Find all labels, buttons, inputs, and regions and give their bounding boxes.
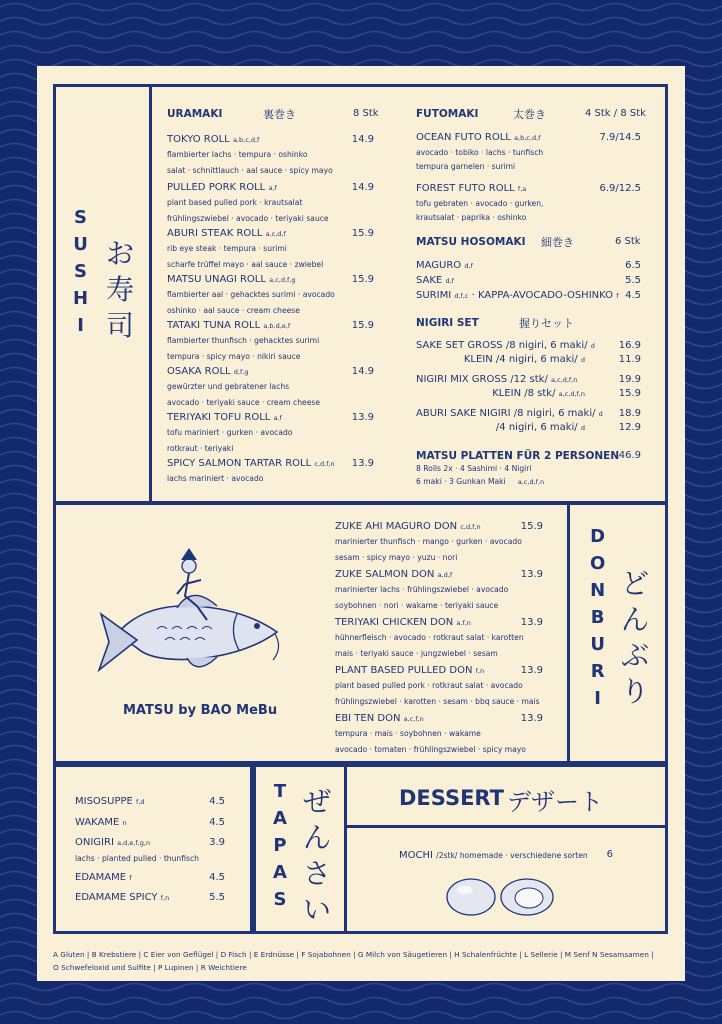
item-name: EDAMAME — [75, 872, 127, 883]
uramaki-item — [167, 274, 296, 285]
item-name: PULLED PORK ROLL — [167, 182, 266, 193]
futomaki-item — [416, 183, 526, 194]
item-description: rib eye steak · tempura · surimi — [167, 244, 287, 253]
futomaki-unit: 4 Stk / 8 Stk — [585, 108, 646, 119]
item-name: OCEAN FUTO ROLL — [416, 132, 511, 143]
item-name: TERIYAKI TOFU ROLL — [167, 412, 271, 423]
donburi-item — [335, 569, 452, 580]
item-allergens: a,d,f — [437, 571, 453, 579]
item-allergens: c,d,f,n — [314, 460, 335, 468]
item-allergens: a,c,d,f,n — [558, 390, 585, 398]
tapas-item — [75, 872, 132, 883]
nigiri-price: 19.9 — [618, 374, 641, 385]
donburi-vertical-label: D O N B U R I — [590, 526, 606, 709]
item-description: rotkraut · teriyaki — [167, 444, 234, 453]
donburi-price: 13.9 — [520, 665, 543, 676]
nigiri-item-name: NIGIRI MIX GROSS /12 stk/ — [416, 374, 548, 385]
uramaki-price: 14.9 — [351, 366, 374, 377]
item-description: flambierter lachs · tempura · oshinko — [167, 150, 308, 159]
item-description: lachs mariniert · avocado — [167, 474, 264, 483]
dessert-title-box — [344, 764, 668, 828]
nigiri-item-variant: KLEIN /4 nigiri, 6 maki/ — [463, 354, 578, 365]
item-description: krautsalat · paprika · oshinko — [416, 213, 527, 222]
fish-whisker — [273, 634, 279, 660]
item-description: flambierter aal · gehacktes surimi · avocado — [167, 290, 335, 299]
item-allergens: f,n — [475, 667, 485, 675]
nigiri-price: 18.9 — [618, 408, 641, 419]
dessert-item-price: 6 — [606, 849, 613, 860]
nigiri-price: 16.9 — [618, 340, 641, 351]
nigiri-item-name: ABURI SAKE NIGIRI /8 nigiri, 6 maki/ — [416, 408, 596, 419]
allergen-legend-line1: A Gluten | B Krebstiere | C Eier von Geflügel | D Fisch | E Erdnüsse | F Sojabohnen | G Milch von Säugetieren | H Schalenfrüchte | L Sellerie | M Senf N Sesamsamen | — [53, 950, 654, 959]
item-description: avocado · tobiko · lachs · tunfisch — [416, 148, 544, 157]
tapas-label-box — [253, 764, 347, 934]
item-name: PLANT BASED PULLED DON — [335, 665, 473, 676]
mochi-illustration — [443, 874, 563, 918]
tapas-item — [75, 796, 145, 807]
tapas-price: 3.9 — [209, 837, 225, 848]
item-allergens: a,c,d,f — [265, 230, 286, 238]
fish-eye — [254, 623, 260, 629]
menu-sheet — [37, 66, 685, 981]
item-allergens: a,f,n — [456, 619, 471, 627]
item-name: EDAMAME SPICY — [75, 892, 158, 903]
tapas-price: 4.5 — [209, 872, 225, 883]
item-description: frühlingszwiebel · karotten · sesam · bbq sauce · mais — [335, 697, 540, 706]
tapas-price: 4.5 — [209, 796, 225, 807]
tapas-item — [75, 892, 169, 903]
dessert-item-line: MOCHI /2stk/ homemade · verschiedene sorten — [399, 850, 588, 861]
item-description: avocado · tomaten · frühlingszwiebel · spicy mayo — [335, 745, 526, 754]
hosomaki-price-surimi: 4.5 — [625, 290, 641, 301]
item-description: tempura garnelen · surimi — [416, 162, 516, 171]
uramaki-price: 14.9 — [351, 134, 374, 145]
rider-head — [182, 559, 196, 573]
item-name: ZUKE SALMON DON — [335, 569, 435, 580]
item-allergens: a,b,c,d,f — [514, 134, 541, 142]
item-allergens: d — [590, 342, 595, 350]
hosomaki-jp-title: 細巻き — [541, 236, 574, 249]
futomaki-jp-title: 太巻き — [513, 108, 546, 121]
nigiri-title: NIGIRI SET — [416, 317, 479, 329]
tapas-item — [75, 817, 127, 828]
fish-rider-illustration — [97, 544, 287, 694]
item-description: marinierter lachs · frühlingszwiebel · avocado — [335, 585, 509, 594]
item-name: SPICY SALMON TARTAR ROLL — [167, 458, 312, 469]
item-description: scharfe trüffel mayo · aal sauce · zwiebel — [167, 260, 324, 269]
item-description: tempura · mais · soybohnen · wakame — [335, 729, 481, 738]
item-description: gewürzter und gebratener lachs — [167, 382, 290, 391]
item-allergens: d — [580, 356, 585, 364]
item-description: tofu gebraten · avocado · gurken, — [416, 199, 544, 208]
uramaki-item — [167, 134, 259, 145]
uramaki-price: 13.9 — [351, 412, 374, 423]
nigiri-jp-title: 握りセット — [519, 317, 574, 330]
hosomaki-item-surimi: SURIMI d,f,c · KAPPA-AVOCADO-OSHINKO f — [416, 290, 619, 301]
uramaki-item — [167, 458, 335, 469]
item-allergens: f — [129, 874, 132, 882]
hosomaki-unit: 6 Stk — [615, 236, 641, 247]
uramaki-price: 15.9 — [351, 274, 374, 285]
item-description: avocado · teriyaki sauce · cream cheese — [167, 398, 321, 407]
platten-title: MATSU PLATTEN FÜR 2 PERSONEN — [416, 450, 620, 462]
tapas-japanese-label: ぜ ん さ い — [303, 785, 332, 926]
item-description: salat · schnittlauch · aal sauce · spicy mayo — [167, 166, 333, 175]
tapas-box — [53, 764, 253, 934]
donburi-price: 13.9 — [520, 713, 543, 724]
hosomaki-price-maguro: 6.5 — [625, 260, 641, 271]
nigiri-item-line — [496, 422, 585, 433]
platten-line2: 6 maki · 3 Gunkan Maki a,c,d,f,n — [416, 477, 545, 486]
mochi-whole — [447, 879, 495, 915]
item-description: plant based pulled pork · krautsalat — [167, 198, 303, 207]
futomaki-price: 7.9/14.5 — [599, 132, 641, 143]
item-description: hühnerfleisch · avocado · rotkraut salat · karotten — [335, 633, 524, 642]
hosomaki-price-sake: 5.5 — [625, 275, 641, 286]
item-description: soybohnen · nori · wakame · teriyaki sauce — [335, 601, 499, 610]
item-description: plant based pulled pork · rotkraut salat · avocado — [335, 681, 523, 690]
tapas-vertical-label: T A P A S — [273, 781, 287, 910]
uramaki-title: URAMAKI — [167, 108, 223, 120]
item-allergens: n — [122, 819, 127, 827]
logo-caption: MATSU by BAO MeBu — [123, 703, 278, 718]
hosomaki-item-sake: SAKE d,f — [416, 275, 454, 286]
dessert-jp-title: デザート — [507, 788, 603, 816]
hosomaki-item-maguro: MAGURO d,f — [416, 260, 473, 271]
item-allergens: a,d,e,f,g,n — [117, 839, 151, 847]
allergen-legend-line2: O Schwefeloxid und Sulfite | P Lupinen | R Weichtiere — [53, 963, 247, 972]
tapas-price: 4.5 — [209, 817, 225, 828]
item-description: sesam · spicy mayo · yuzu · nori — [335, 553, 458, 562]
uramaki-item — [167, 412, 282, 423]
uramaki-item — [167, 320, 290, 331]
tapas-price: 5.5 — [209, 892, 225, 903]
uramaki-price: 15.9 — [351, 320, 374, 331]
item-name: TERIYAKI CHICKEN DON — [335, 617, 454, 628]
donburi-item — [335, 665, 484, 676]
donburi-price: 15.9 — [520, 521, 543, 532]
platten-line1: 8 Rolls 2x · 4 Sashimi · 4 Nigiri — [416, 464, 532, 473]
uramaki-item — [167, 182, 277, 193]
nigiri-price: 11.9 — [618, 354, 641, 365]
nigiri-price: 12.9 — [618, 422, 641, 433]
item-allergens: f,d — [136, 798, 145, 806]
item-allergens: d — [580, 424, 585, 432]
item-allergens: a,b,c,d,f — [232, 136, 260, 144]
uramaki-item — [167, 366, 248, 377]
uramaki-price: 13.9 — [351, 458, 374, 469]
item-name: ABURI STEAK ROLL — [167, 228, 263, 239]
donburi-item — [335, 617, 471, 628]
sushi-label-box — [53, 84, 152, 504]
futomaki-price: 6.9/12.5 — [599, 183, 641, 194]
item-description: marinierter thunfisch · mango · gurken · avocado — [335, 537, 522, 546]
rider-hat — [181, 548, 197, 560]
uramaki-jp-title: 裏巻き — [263, 108, 296, 121]
uramaki-unit: 8 Stk — [353, 108, 379, 119]
item-description: tempura · spicy mayo · nikiri sauce — [167, 352, 301, 361]
nigiri-item-line — [416, 340, 595, 351]
donburi-item — [335, 713, 424, 724]
uramaki-item — [167, 228, 286, 239]
uramaki-price: 14.9 — [351, 182, 374, 193]
tapas-item — [75, 837, 150, 848]
item-allergens: a,c,d,f,g — [269, 276, 296, 284]
item-allergens: d — [598, 410, 603, 418]
item-name: MISOSUPPE — [75, 796, 133, 807]
hosomaki-title: MATSU HOSOMAKI — [416, 236, 526, 248]
item-description: flambierter thunfisch · gehacktes surimi — [167, 336, 320, 345]
donburi-japanese-label: ど ん ぶ り — [621, 567, 650, 708]
nigiri-item-line — [416, 374, 577, 385]
nigiri-item-line — [492, 388, 585, 399]
item-name: OSAKA ROLL — [167, 366, 231, 377]
futomaki-item — [416, 132, 540, 143]
item-allergens: a,f — [268, 184, 277, 192]
nigiri-item-variant: /4 nigiri, 6 maki/ — [495, 422, 578, 433]
nigiri-item-variant: KLEIN /8 stk/ — [492, 388, 556, 399]
item-name: TOKYO ROLL — [167, 134, 230, 145]
fish-fin-bottom — [187, 657, 217, 667]
donburi-label-box — [567, 502, 668, 764]
item-name: ONIGIRI — [75, 837, 114, 848]
item-name: MATSU UNAGI ROLL — [167, 274, 266, 285]
dessert-title: DESSERT — [399, 786, 504, 810]
futomaki-title: FUTOMAKI — [416, 108, 479, 120]
donburi-price: 13.9 — [520, 569, 543, 580]
item-name: EBI TEN DON — [335, 713, 401, 724]
donburi-price: 13.9 — [520, 617, 543, 628]
nigiri-item-name: SAKE SET GROSS /8 nigiri, 6 maki/ — [416, 340, 588, 351]
item-allergens: a,c,d,f,n — [551, 376, 578, 384]
sushi-japanese-label: お 寿 司 — [106, 237, 135, 342]
item-allergens: f,a — [517, 185, 527, 193]
uramaki-price: 15.9 — [351, 228, 374, 239]
nigiri-item-line — [416, 408, 603, 419]
nigiri-price: 15.9 — [618, 388, 641, 399]
item-name: TATAKI TUNA ROLL — [167, 320, 261, 331]
item-name: WAKAME — [75, 817, 120, 828]
mochi-filling — [515, 888, 543, 908]
item-description: tofu mariniert · gurken · avocado — [167, 428, 293, 437]
item-allergens: a,c,f,n — [403, 715, 424, 723]
item-allergens: d,f,g — [233, 368, 249, 376]
item-name: FOREST FUTO ROLL — [416, 183, 515, 194]
sushi-vertical-label: S U S H I — [73, 207, 89, 336]
item-description: oshinko · aal sauce · cream cheese — [167, 306, 300, 315]
donburi-item — [335, 521, 481, 532]
item-allergens: a,b,d,e,f — [263, 322, 291, 330]
item-allergens: a,f — [273, 414, 282, 422]
item-name: ZUKE AHI MAGURO DON — [335, 521, 458, 532]
item-allergens: c,d,f,n — [460, 523, 481, 531]
fish-body — [117, 606, 277, 660]
platten-price: 46.9 — [618, 450, 641, 461]
item-description: lachs · planted pulled · thunfisch — [75, 854, 199, 863]
item-description: frühlingszwiebel · avocado · teriyaki sauce — [167, 214, 329, 223]
nigiri-item-line — [464, 354, 585, 365]
item-description: mais · teriyaki sauce · jungzwiebel · sesam — [335, 649, 498, 658]
item-allergens: f,n — [160, 894, 170, 902]
